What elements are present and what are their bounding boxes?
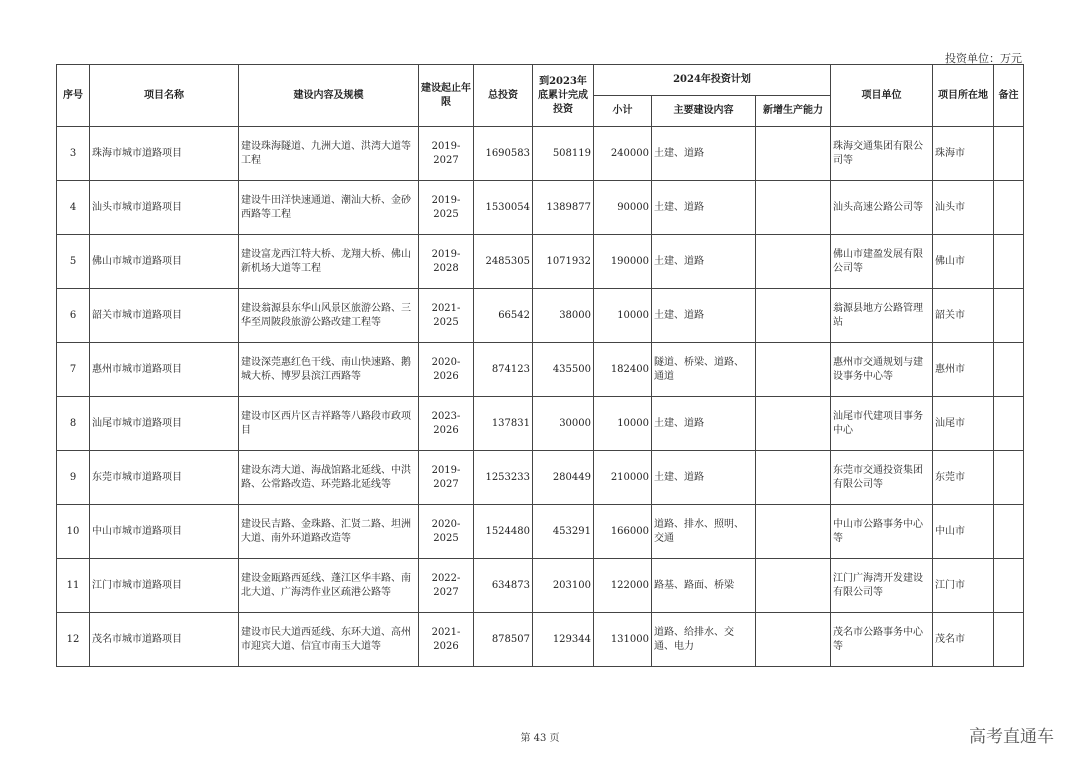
cell-period: 2020-2025 bbox=[419, 505, 474, 559]
cell-main-content: 隧道、桥梁、道路、通道 bbox=[652, 343, 756, 397]
watermark: 高考直通车 bbox=[969, 727, 1054, 747]
cell-cumulative: 280449 bbox=[533, 451, 594, 505]
cell-period: 2019-2025 bbox=[419, 181, 474, 235]
cell-content: 建设市区西片区吉祥路等八路段市政项目 bbox=[239, 397, 419, 451]
table-row bbox=[57, 505, 1024, 559]
cell-seq: 9 bbox=[57, 451, 90, 505]
header-content: 建设内容及规模 bbox=[239, 65, 419, 127]
cell-content: 建设金瓯路西延线、蓬江区华丰路、南北大道、广海湾作业区疏港公路等 bbox=[239, 559, 419, 613]
header-plan-2024: 2024年投资计划 bbox=[594, 65, 831, 96]
cell-seq: 5 bbox=[57, 235, 90, 289]
cell-remark bbox=[994, 181, 1024, 235]
cell-total: 2485305 bbox=[474, 235, 533, 289]
cell-period: 2022-2027 bbox=[419, 559, 474, 613]
header-total: 总投资 bbox=[474, 65, 533, 127]
cell-main-content: 道路、排水、照明、交通 bbox=[652, 505, 756, 559]
cell-new-capacity bbox=[756, 127, 831, 181]
cell-unit: 江门广海湾开发建设有限公司等 bbox=[831, 559, 933, 613]
header-period: 建设起止年限 bbox=[419, 65, 474, 127]
cell-total: 634873 bbox=[474, 559, 533, 613]
cell-name: 茂名市城市道路项目 bbox=[90, 613, 239, 667]
cell-period: 2019-2027 bbox=[419, 451, 474, 505]
cell-remark bbox=[994, 397, 1024, 451]
cell-subtotal: 240000 bbox=[594, 127, 652, 181]
table-row bbox=[57, 235, 1024, 289]
cell-content: 建设市民大道西延线、东环大道、高州市迎宾大道、信宜市南玉大道等 bbox=[239, 613, 419, 667]
investment-unit-label: 投资单位：万元 bbox=[945, 52, 1022, 65]
table-row bbox=[57, 559, 1024, 613]
cell-remark bbox=[994, 559, 1024, 613]
cell-cumulative: 508119 bbox=[533, 127, 594, 181]
cell-cumulative: 435500 bbox=[533, 343, 594, 397]
cell-cumulative: 129344 bbox=[533, 613, 594, 667]
cell-subtotal: 122000 bbox=[594, 559, 652, 613]
cell-unit: 汕头高速公路公司等 bbox=[831, 181, 933, 235]
cell-location: 汕头市 bbox=[933, 181, 994, 235]
cell-remark bbox=[994, 235, 1024, 289]
cell-unit: 佛山市建盈发展有限公司等 bbox=[831, 235, 933, 289]
cell-seq: 11 bbox=[57, 559, 90, 613]
cell-unit: 茂名市公路事务中心等 bbox=[831, 613, 933, 667]
cell-cumulative: 38000 bbox=[533, 289, 594, 343]
cell-subtotal: 10000 bbox=[594, 289, 652, 343]
cell-seq: 3 bbox=[57, 127, 90, 181]
cell-location: 东莞市 bbox=[933, 451, 994, 505]
cell-period: 2023-2026 bbox=[419, 397, 474, 451]
cell-subtotal: 182400 bbox=[594, 343, 652, 397]
cell-subtotal: 166000 bbox=[594, 505, 652, 559]
cell-main-content: 土建、道路 bbox=[652, 397, 756, 451]
cell-new-capacity bbox=[756, 397, 831, 451]
table-row bbox=[57, 451, 1024, 505]
cell-new-capacity bbox=[756, 451, 831, 505]
table-header-row bbox=[57, 65, 1024, 96]
cell-subtotal: 10000 bbox=[594, 397, 652, 451]
cell-unit: 珠海交通集团有限公司等 bbox=[831, 127, 933, 181]
cell-remark bbox=[994, 505, 1024, 559]
cell-name: 汕头市城市道路项目 bbox=[90, 181, 239, 235]
cell-location: 佛山市 bbox=[933, 235, 994, 289]
header-main-content: 主要建设内容 bbox=[652, 96, 756, 127]
cell-new-capacity bbox=[756, 235, 831, 289]
header-subtotal: 小计 bbox=[594, 96, 652, 127]
table-row bbox=[57, 397, 1024, 451]
cell-content: 建设富龙西江特大桥、龙翔大桥、佛山新机场大道等工程 bbox=[239, 235, 419, 289]
cell-seq: 8 bbox=[57, 397, 90, 451]
cell-unit: 汕尾市代建项目事务中心 bbox=[831, 397, 933, 451]
table-row bbox=[57, 181, 1024, 235]
cell-period: 2020-2026 bbox=[419, 343, 474, 397]
cell-content: 建设珠海隧道、九洲大道、洪湾大道等工程 bbox=[239, 127, 419, 181]
cell-name: 汕尾市城市道路项目 bbox=[90, 397, 239, 451]
cell-unit: 东莞市交通投资集团有限公司等 bbox=[831, 451, 933, 505]
cell-name: 佛山市城市道路项目 bbox=[90, 235, 239, 289]
cell-cumulative: 1389877 bbox=[533, 181, 594, 235]
cell-main-content: 土建、道路 bbox=[652, 235, 756, 289]
cell-main-content: 土建、道路 bbox=[652, 289, 756, 343]
cell-new-capacity bbox=[756, 505, 831, 559]
cell-cumulative: 203100 bbox=[533, 559, 594, 613]
table-row bbox=[57, 289, 1024, 343]
page-number: 第 43 页 bbox=[520, 733, 560, 744]
cell-main-content: 土建、道路 bbox=[652, 127, 756, 181]
cell-new-capacity bbox=[756, 289, 831, 343]
cell-content: 建设民吉路、金珠路、汇贤二路、坦洲大道、南外环道路改造等 bbox=[239, 505, 419, 559]
cell-remark bbox=[994, 451, 1024, 505]
cell-location: 中山市 bbox=[933, 505, 994, 559]
cell-subtotal: 210000 bbox=[594, 451, 652, 505]
table-row bbox=[57, 127, 1024, 181]
cell-period: 2021-2025 bbox=[419, 289, 474, 343]
cell-content: 建设牛田洋快速通道、潮汕大桥、金砂西路等工程 bbox=[239, 181, 419, 235]
cell-new-capacity bbox=[756, 181, 831, 235]
cell-location: 惠州市 bbox=[933, 343, 994, 397]
cell-name: 惠州市城市道路项目 bbox=[90, 343, 239, 397]
cell-main-content: 路基、路面、桥梁 bbox=[652, 559, 756, 613]
cell-remark bbox=[994, 343, 1024, 397]
cell-seq: 6 bbox=[57, 289, 90, 343]
header-seq: 序号 bbox=[57, 65, 90, 127]
table-row bbox=[57, 343, 1024, 397]
cell-seq: 12 bbox=[57, 613, 90, 667]
cell-total: 66542 bbox=[474, 289, 533, 343]
cell-seq: 10 bbox=[57, 505, 90, 559]
cell-location: 汕尾市 bbox=[933, 397, 994, 451]
cell-seq: 4 bbox=[57, 181, 90, 235]
cell-new-capacity bbox=[756, 343, 831, 397]
cell-name: 东莞市城市道路项目 bbox=[90, 451, 239, 505]
cell-cumulative: 453291 bbox=[533, 505, 594, 559]
cell-location: 茂名市 bbox=[933, 613, 994, 667]
cell-period: 2019-2027 bbox=[419, 127, 474, 181]
cell-period: 2021-2026 bbox=[419, 613, 474, 667]
cell-main-content: 土建、道路 bbox=[652, 451, 756, 505]
cell-unit: 惠州市交通规划与建设事务中心等 bbox=[831, 343, 933, 397]
header-location: 项目所在地 bbox=[933, 65, 994, 127]
table-row bbox=[57, 613, 1024, 667]
cell-location: 江门市 bbox=[933, 559, 994, 613]
cell-new-capacity bbox=[756, 613, 831, 667]
cell-total: 1253233 bbox=[474, 451, 533, 505]
cell-name: 中山市城市道路项目 bbox=[90, 505, 239, 559]
cell-new-capacity bbox=[756, 559, 831, 613]
cell-total: 1530054 bbox=[474, 181, 533, 235]
cell-name: 江门市城市道路项目 bbox=[90, 559, 239, 613]
cell-total: 1524480 bbox=[474, 505, 533, 559]
cell-unit: 翁源县地方公路管理站 bbox=[831, 289, 933, 343]
cell-remark bbox=[994, 127, 1024, 181]
cell-cumulative: 30000 bbox=[533, 397, 594, 451]
header-name: 项目名称 bbox=[90, 65, 239, 127]
cell-period: 2019-2028 bbox=[419, 235, 474, 289]
cell-name: 珠海市城市道路项目 bbox=[90, 127, 239, 181]
cell-name: 韶关市城市道路项目 bbox=[90, 289, 239, 343]
cell-subtotal: 190000 bbox=[594, 235, 652, 289]
cell-location: 珠海市 bbox=[933, 127, 994, 181]
investment-table bbox=[56, 64, 1024, 667]
header-unit: 项目单位 bbox=[831, 65, 933, 127]
cell-remark bbox=[994, 289, 1024, 343]
cell-remark bbox=[994, 613, 1024, 667]
cell-total: 874123 bbox=[474, 343, 533, 397]
cell-main-content: 土建、道路 bbox=[652, 181, 756, 235]
header-cumulative: 到2023年底累计完成投资 bbox=[533, 65, 594, 127]
cell-main-content: 道路、给排水、交通、电力 bbox=[652, 613, 756, 667]
cell-content: 建设翁源县东华山风景区旅游公路、三华至周陂段旅游公路改建工程等 bbox=[239, 289, 419, 343]
cell-cumulative: 1071932 bbox=[533, 235, 594, 289]
cell-subtotal: 131000 bbox=[594, 613, 652, 667]
cell-content: 建设东湾大道、海战馆路北延线、中洪路、公常路改造、环莞路北延线等 bbox=[239, 451, 419, 505]
cell-total: 137831 bbox=[474, 397, 533, 451]
cell-subtotal: 90000 bbox=[594, 181, 652, 235]
cell-unit: 中山市公路事务中心等 bbox=[831, 505, 933, 559]
header-new-capacity: 新增生产能力 bbox=[756, 96, 831, 127]
cell-total: 878507 bbox=[474, 613, 533, 667]
header-remark: 备注 bbox=[994, 65, 1024, 127]
cell-location: 韶关市 bbox=[933, 289, 994, 343]
cell-total: 1690583 bbox=[474, 127, 533, 181]
cell-content: 建设深莞惠红色干线、南山快速路、鹅城大桥、博罗县滨江西路等 bbox=[239, 343, 419, 397]
cell-seq: 7 bbox=[57, 343, 90, 397]
